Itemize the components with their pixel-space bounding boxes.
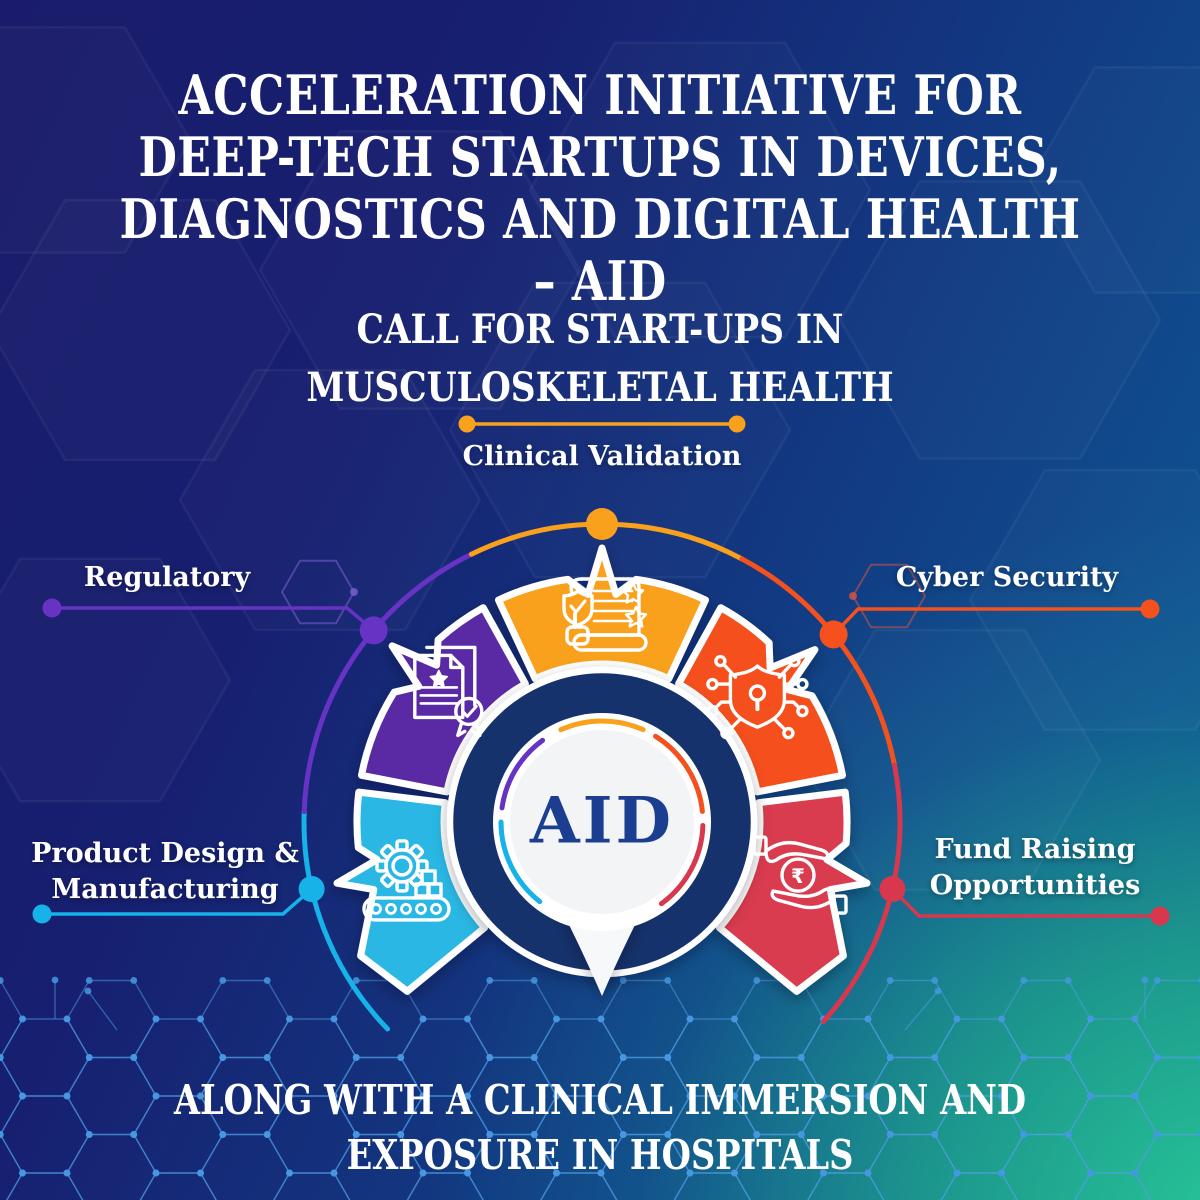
- page-title: [108, 64, 1092, 312]
- line-dot-clinical-left: [459, 416, 476, 433]
- label-product-design-line-2: Manufacturing: [51, 874, 279, 905]
- subtitle: [84, 301, 1116, 417]
- label-clinical-validation: Clinical Validation: [462, 441, 742, 472]
- label-regulatory: Regulatory: [83, 562, 251, 593]
- label-product-design: [31, 836, 299, 908]
- title-line-1: ACCELERATION INITIATIVE FOR: [178, 63, 1022, 127]
- footer-note: [108, 1073, 1092, 1183]
- label-fund-raising-line-1: Fund Raising: [934, 834, 1136, 865]
- label-fund-raising-line-2: Opportunities: [929, 870, 1141, 901]
- arc-dot-regulatory: [360, 616, 388, 644]
- arc-dot-fund-raising: [879, 876, 905, 902]
- arc-dot-cyber-security: [820, 621, 848, 649]
- title-line-3: DIAGNOSTICS AND DIGITAL HEALTH – AID: [119, 187, 1081, 313]
- title-line-2: DEEP-TECH STARTUPS IN DEVICES,: [138, 125, 1062, 189]
- footer-line-1: ALONG WITH A CLINICAL IMMERSION AND: [173, 1076, 1027, 1124]
- subtitle-line-2: MUSCULOSKELETAL HEALTH: [306, 364, 894, 411]
- subtitle-line-1: CALL FOR START-UPS IN: [356, 306, 844, 353]
- label-product-design-line-1: Product Design &: [31, 838, 299, 869]
- footer-line-2: EXPOSURE IN HOSPITALS: [346, 1131, 854, 1179]
- line-dot-cyber-security: [1141, 600, 1160, 619]
- label-cyber-security: Cyber Security: [895, 562, 1119, 593]
- line-dot-regulatory: [43, 599, 62, 618]
- arc-dot-product-design: [299, 876, 325, 902]
- rupee-symbol: ₹: [791, 864, 805, 889]
- line-dot-clinical-right: [729, 416, 746, 433]
- arc-dot-clinical-validation: [586, 508, 618, 540]
- label-fund-raising: [930, 832, 1141, 904]
- line-dot-fund-raising: [1151, 907, 1170, 926]
- center-aid-label: AID: [529, 783, 675, 859]
